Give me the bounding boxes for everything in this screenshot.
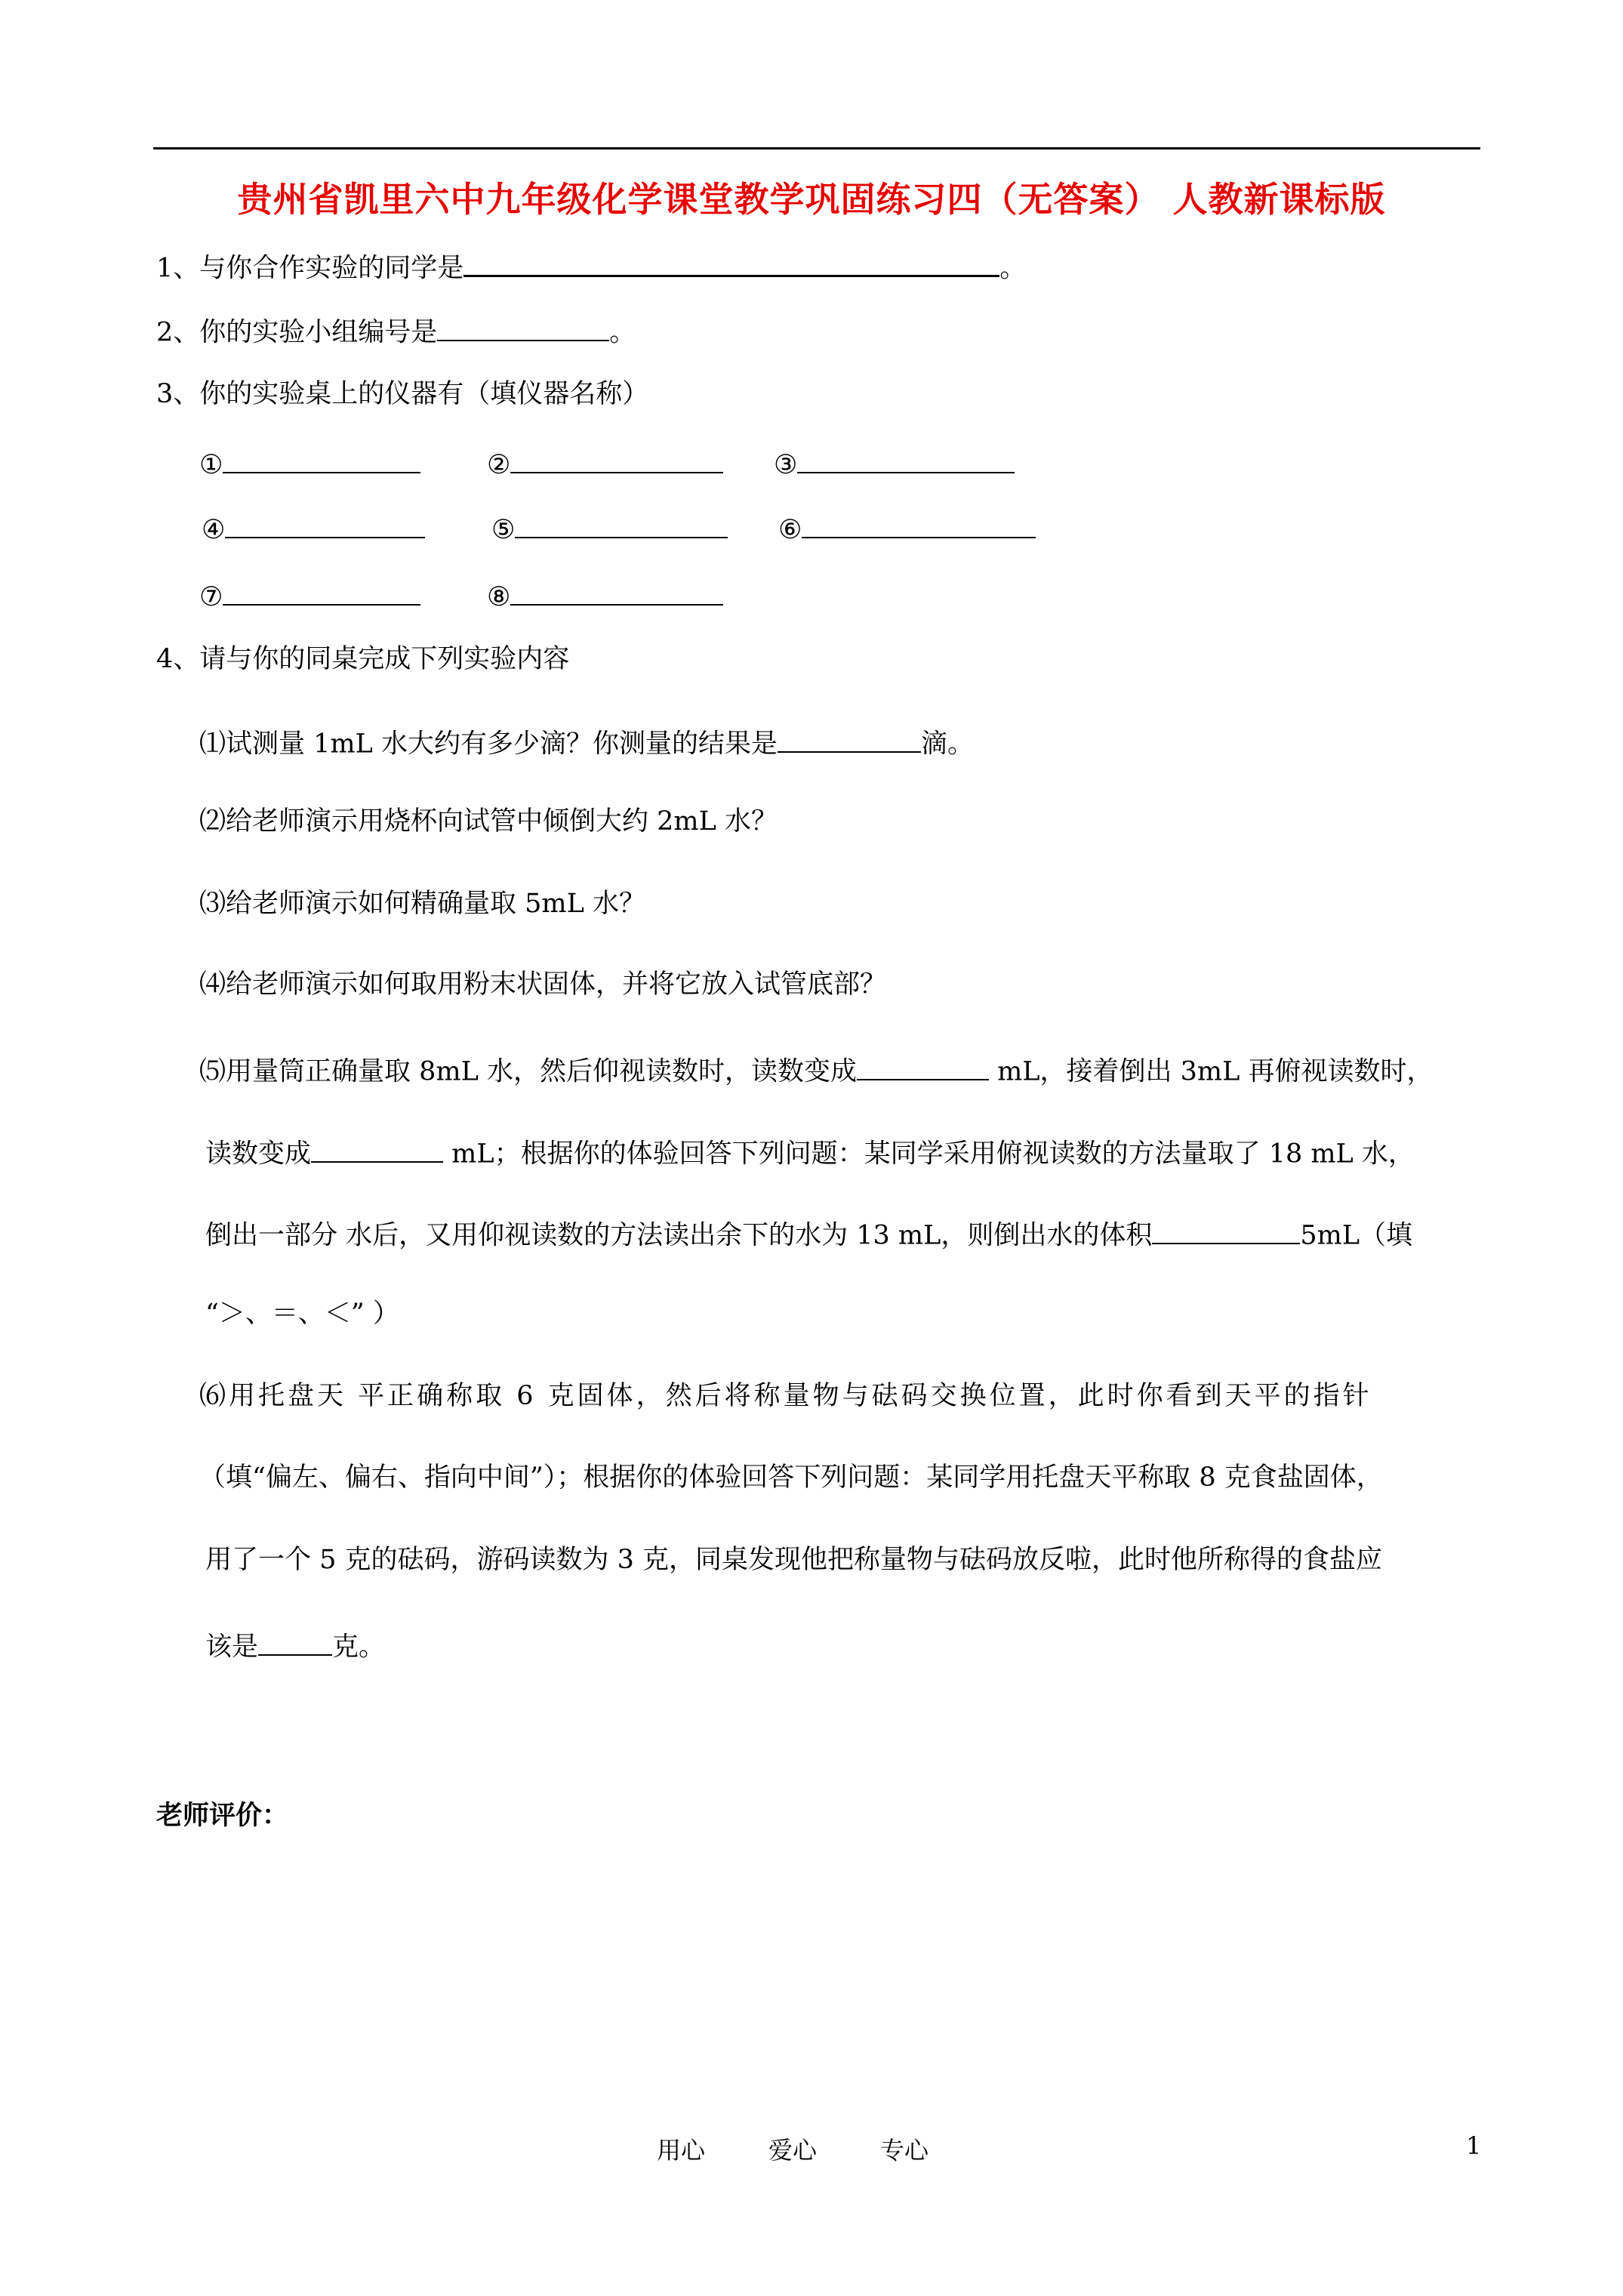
footer-word-1: 用心	[657, 2136, 706, 2165]
group-number-blank[interactable]	[437, 316, 609, 341]
poured-volume-blank[interactable]	[1152, 1219, 1300, 1244]
question-1-text: 1、与你合作实验的同学是	[156, 253, 464, 284]
question-4-part-6-line-3: 用了一个 5 克的砝码，游码读数为 3 克，同桌发现他把称量物与砝码放反啦，此时他所称得的食盐应	[205, 1545, 1383, 1575]
instrument-item-6: ⑥	[778, 513, 1036, 544]
instrument-blank-4[interactable]	[225, 513, 425, 538]
instrument-blank-8[interactable]	[510, 580, 723, 606]
question-4-part-4: ⑷给老师演示如何取用粉末状固体，并将它放入试管底部？	[199, 969, 887, 1000]
question-4-part-1	[199, 727, 974, 758]
instrument-blank-2[interactable]	[510, 448, 723, 473]
instrument-blank-6[interactable]	[802, 513, 1036, 538]
instrument-blank-3[interactable]	[797, 448, 1015, 473]
upward-view-reading-blank[interactable]	[857, 1055, 989, 1080]
part-1-end: 滴。	[920, 729, 974, 760]
question-4-part-5-line-4: “＞、＝、＜” ）	[205, 1299, 399, 1329]
question-4-part-6-line-2: （填“偏左、偏右、指向中间”）；根据你的体验回答下列问题：某同学用托盘天平称取 8 克食盐固体，	[199, 1462, 1383, 1493]
instrument-item-3: ③	[774, 448, 1015, 479]
question-3: 3、你的实验桌上的仪器有（填仪器名称）	[156, 379, 649, 409]
part-1-text: ⑴试测量 1mL 水大约有多少滴？你测量的结果是	[199, 729, 778, 760]
instrument-item-2: ②	[487, 448, 723, 479]
question-4-part-2: ⑵给老师演示用烧杯向试管中倾倒大约 2mL 水？	[199, 806, 778, 837]
question-4-part-5-line-1: ⑸用量筒正确量取 8mL 水，然后仰视读数时，读数变成 mL，接着倒出 3mL 再俯视读数时，	[199, 1055, 1433, 1086]
instrument-item-7: ⑦	[199, 580, 420, 611]
instrument-blank-1[interactable]	[223, 448, 420, 473]
salt-mass-blank[interactable]	[258, 1630, 332, 1656]
instrument-blank-7[interactable]	[223, 580, 420, 606]
header-rule	[153, 147, 1480, 149]
footer-word-3: 专心	[880, 2136, 929, 2165]
question-4: 4、请与你的同桌完成下列实验内容	[156, 644, 570, 674]
question-2	[156, 316, 636, 347]
question-4-part-5-line-3: 倒出一部分 水后，又用仰视读数的方法读出余下的水为 13 mL，则倒出水的体积 5mL（填	[205, 1219, 1412, 1250]
question-2-end: 。	[609, 317, 636, 348]
document-title: 贵州省凯里六中九年级化学课堂教学巩固练习四（无答案） 人教新课标版	[237, 179, 1386, 220]
instrument-item-4: ④	[202, 513, 425, 544]
instrument-item-5: ⑤	[491, 513, 728, 544]
question-1-end: 。	[999, 253, 1027, 284]
teacher-evaluation-label: 老师评价：	[156, 1800, 289, 1831]
downward-view-reading-blank[interactable]	[311, 1137, 443, 1163]
question-4-part-6-line-4: 该是 克。	[205, 1630, 385, 1661]
question-1	[156, 251, 1026, 282]
question-4-part-6-line-1: ⑹用托盘天 平正确称取 6 克固体，然后将称量物与砝码交换位置，此时你看到天平的指针	[199, 1381, 1372, 1411]
question-4-part-3: ⑶给老师演示如何精确量取 5mL 水？	[199, 889, 645, 919]
page-number: 1	[1466, 2131, 1482, 2160]
partner-name-blank[interactable]	[463, 251, 999, 277]
instrument-blank-5[interactable]	[515, 513, 728, 538]
question-4-part-5-line-2: 读数变成 mL；根据你的体验回答下列问题：某同学采用俯视读数的方法量取了 18 mL 水，	[205, 1137, 1415, 1168]
instrument-item-1: ①	[199, 448, 420, 479]
drops-count-blank[interactable]	[778, 727, 921, 753]
question-2-text: 2、你的实验小组编号是	[156, 317, 438, 348]
footer-word-2: 爱心	[768, 2136, 818, 2165]
instrument-item-8: ⑧	[487, 580, 723, 611]
